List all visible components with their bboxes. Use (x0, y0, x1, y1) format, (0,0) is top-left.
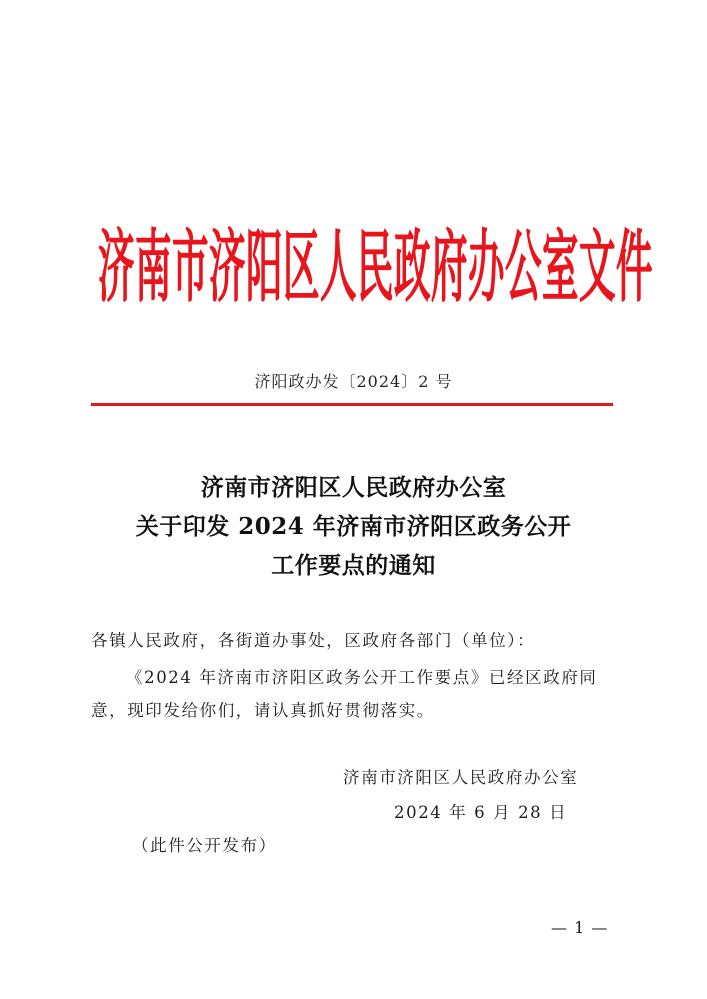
title-line-2: 关于印发 2024 年济南市济阳区政务公开 (135, 513, 572, 540)
page-number: — 1 — (551, 918, 609, 937)
masthead-char: 人 (319, 221, 357, 313)
document-title (0, 468, 707, 585)
masthead-char: 民 (356, 221, 394, 313)
masthead-title (92, 218, 653, 318)
title-line-3: 工作要点的通知 (271, 552, 436, 579)
masthead-char: 公 (504, 221, 542, 313)
salutation: 各镇人民政府，各街道办事处，区政府各部门（单位）： (91, 631, 536, 650)
red-divider-line (91, 403, 613, 406)
masthead-char: 府 (430, 221, 468, 313)
title-line-1: 济南市济阳区人民政府办公室 (200, 474, 507, 501)
masthead-char: 办 (467, 221, 505, 313)
body-paragraph-line-1: 《2024 年济南市济阳区政务公开工作要点》已经区政府同 (126, 668, 598, 687)
masthead-char: 政 (393, 221, 431, 313)
masthead-char: 南 (134, 221, 172, 313)
masthead-char: 区 (282, 221, 320, 313)
masthead-char: 济 (208, 221, 246, 313)
body-paragraph-line-2: 意，现印发给你们，请认真抓好贯彻落实。 (91, 701, 435, 720)
document-number: 济阳政办发〔2024〕2 号 (254, 372, 453, 391)
release-note: （此件公开发布） (132, 836, 277, 855)
masthead-char: 室 (541, 221, 579, 313)
masthead-char: 件 (615, 221, 653, 313)
issuer-signature: 济南市济阳区人民政府办公室 (343, 768, 579, 787)
issue-date: 2024 年 6 月 28 日 (394, 803, 568, 822)
masthead-char: 济 (97, 221, 135, 313)
masthead-char: 文 (578, 221, 616, 313)
masthead-char: 阳 (245, 221, 283, 313)
masthead-char: 市 (171, 221, 209, 313)
